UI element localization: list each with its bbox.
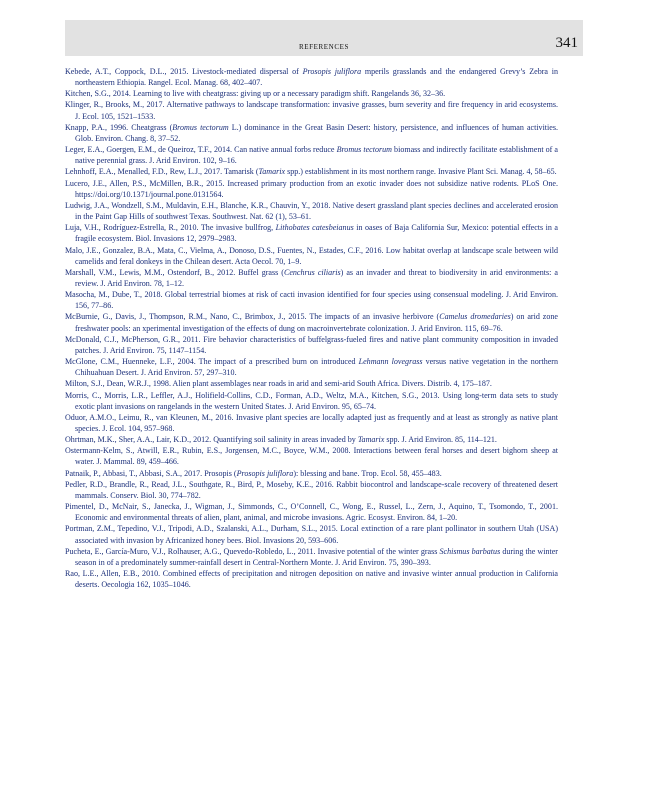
reference-text: Ostermann-Kelm, S., Atwill, E.R., Rubin, E.S., Jorgensen, M.C., Boyce, W.M., 2008. Interactions between feral horses and desert bighorn sheep at water. J. Mammal. 89, 459–466.	[65, 446, 558, 467]
reference-text: in oases of Baja California Sur, Mexico: potential effects in a fragile ecosystem. Biol. Invasions 12, 2979–2983.	[75, 223, 559, 244]
reference-text: Morris, C., Morris, L.R., Leffler, A.J., Holifield-Collins, C.D., Forman, A.D., Weltz, M.A., Kitchen, S.G., 2013. Using long-term data sets to study exotic plant invasions on rangelands in the western United States. J. Arid Environ. 95, 65–74.	[65, 390, 558, 411]
reference-text: during the winter season in of a predominately summer-rainfall desert in Central-Northern Monte. J. Arid Environ. 75, 390–393.	[75, 546, 558, 567]
reference-entry	[65, 523, 558, 545]
reference-text: Malo, J.E., Gonzalez, B.A., Mata, C., Vielma, A., Donoso, D.S., Fuentes, N., Estades, C.F., 2016. Low habitat overlap at landscape scale between wild camelids and feral donkeys in the Chilean desert. Acta Oecol. 70, 1–9.	[65, 245, 558, 266]
reference-entry	[65, 445, 558, 467]
reference-entry	[65, 289, 558, 311]
running-header	[65, 20, 583, 56]
reference-text: spp.) establishment in its most northern range. Invasive Plant Sci. Manag. 4, 58–65.	[285, 167, 557, 177]
reference-italic-text: Prosopis juliflora	[236, 468, 294, 478]
page-number: 341	[555, 35, 578, 51]
reference-text: Klinger, R., Brooks, M., 2017. Alternative pathways to landscape transformation: invasive grasses, burn severity and fire frequency in arid ecosystems. J. Ecol. 105, 1521–1533.	[65, 100, 558, 121]
reference-italic-text: Schismus barbatus	[439, 546, 501, 556]
reference-italic-text: Lithobates catesbeianus	[275, 223, 354, 233]
reference-entry	[65, 412, 558, 434]
reference-entry	[65, 178, 558, 200]
reference-entry	[65, 479, 558, 501]
reference-text: L.) dominance in the Great Basin Desert: history, persistence, and influences of human activities. Glob. Environ. Chang. 8, 37–52.	[75, 122, 558, 143]
reference-entry	[65, 222, 558, 244]
reference-entry	[65, 200, 558, 222]
reference-entry	[65, 334, 558, 356]
reference-entry	[65, 501, 558, 523]
reference-entry	[65, 66, 558, 88]
reference-text: ) as an invader and threat to biodiversity in arid environments: a review. J. Arid Environ. 78, 1–12.	[75, 267, 558, 288]
reference-text: Portman, Z.M., Tepedino, V.J., Tripodi, A.D., Szalanski, A.L., Durham, S.L., 2015. Local extinction of a rare plant pollinator in southern Utah (USA) associated with invasion by Africanized honey bees. Biol. Invasions 20, 593–606.	[65, 524, 558, 545]
reference-text: Lucero, J.E., Allen, P.S., McMillen, B.R., 2015. Increased primary production from an exotic invader does not subsidize native rodents. PLoS One. https://doi.org/10.1371/journal.pone.0131564.	[65, 178, 558, 199]
reference-entry	[65, 311, 558, 333]
reference-entry	[65, 356, 558, 378]
reference-text: McGlone, C.M., Huenneke, L.F., 2004. The impact of a prescribed burn on introduced	[65, 357, 359, 367]
reference-text: Knapp, P.A., 1996. Cheatgrass (	[65, 122, 173, 132]
reference-text: Leger, E.A., Goergen, E.M., de Queiroz, T.F., 2014. Can native annual forbs reduce	[65, 145, 337, 155]
reference-italic-text: Bromus tectorum	[172, 122, 229, 132]
reference-text: Pedler, R.D., Brandle, R., Read, J.L., Southgate, R., Bird, P., Moseby, K.E., 2016. Rabbit biocontrol and landscape-scale recovery of threatened desert mammals. Conserv. Biol. 30, 774–782.	[65, 479, 558, 500]
reference-text: Luja, V.H., Rodríguez-Estrella, R., 2010. The invasive bullfrog,	[65, 223, 276, 233]
reference-italic-text: Camelus dromedaries	[439, 312, 511, 322]
reference-text: Pucheta, E., García-Muro, V.J., Rolhauser, A.G., Quevedo-Robledo, L., 2011. Invasive potential of the winter grass	[65, 546, 440, 556]
reference-entry	[65, 546, 558, 568]
running-head-title: REFERENCES	[299, 43, 349, 51]
reference-italic-text: Lehmann lovegrass	[358, 357, 423, 367]
reference-text: Lehnhoff, E.A., Menalled, F.D., Rew, L.J., 2017. Tamarisk (	[65, 167, 259, 177]
reference-entry	[65, 245, 558, 267]
reference-text: versus native vegetation in the northern Chihuahuan Desert. J. Arid Environ. 57, 297–310.	[75, 357, 558, 378]
reference-entry	[65, 568, 558, 590]
reference-entry	[65, 434, 558, 445]
reference-text: ) on arid zone freshwater pools: an xperimental investigation of the effects of dung on macroinvertebrate colonization. J. Arid Environ. 115, 69–76.	[75, 312, 558, 333]
reference-text: biomass and indirectly facilitate establishment of a native perennial grass. J. Arid Environ. 102, 9–16.	[75, 145, 558, 166]
reference-text: Kebede, A.T., Coppock, D.L., 2015. Livestock-mediated dispersal of	[65, 67, 303, 76]
reference-italic-text: Bromus tectorum	[336, 145, 392, 155]
reference-entry	[65, 88, 558, 99]
reference-text: Marshall, V.M., Lewis, M.M., Ostendorf, B., 2012. Buffel grass (	[65, 267, 284, 277]
reference-italic-text: Tamarix	[258, 167, 286, 177]
reference-entry	[65, 144, 558, 166]
reference-text: mperils grasslands and the endangered Grevy’s Zebra in northeastern Ethiopia. Rangel. Ecol. Manag. 68, 402–407.	[75, 67, 558, 88]
reference-entry	[65, 166, 558, 177]
reference-text: Patnaik, P., Abbasi, T., Abbasi, S.A., 2017. Prosopis (	[65, 468, 237, 478]
reference-text: Pimentel, D., McNair, S., Janecka, J., Wigman, J., Simmonds, C., O’Connell, C., Wong, E., Russel, L., Zern, J., Aquino, T., Tsomondo, T., 2001. Economic and environmental threats of alien, plant, animal, and microbe invasions. Agric. Ecosyst. Environ. 84, 1–20.	[65, 502, 558, 523]
reference-text: Oduor, A.M.O., Leimu, R., van Kleunen, M., 2016. Invasive plant species are locally adapted just as frequently and at least as strongly as native plant species. J. Ecol. 104, 957–968.	[65, 412, 558, 433]
reference-entry	[65, 267, 558, 289]
reference-italic-text: Prosopis juliflora	[302, 67, 362, 76]
reference-entry	[65, 122, 558, 144]
reference-entry	[65, 390, 558, 412]
reference-text: Milton, S.J., Dean, W.R.J., 1998. Alien plant assemblages near roads in arid and semi-arid South Africa. Divers. Distrib. 4, 175–187.	[65, 379, 492, 389]
reference-text: Kitchen, S.G., 2014. Learning to live with cheatgrass: giving up or a necessary paradigm shift. Rangelands 36, 32–36.	[65, 89, 446, 99]
reference-italic-text: Cenchrus ciliaris	[283, 267, 341, 277]
reference-text: spp. J. Arid Environ. 85, 114–121.	[384, 435, 497, 445]
reference-text: Masocha, M., Dube, T., 2018. Global terrestrial biomes at risk of cacti invasion identified for four species using consensual modeling. J. Arid Environ. 156, 77–86.	[65, 290, 558, 311]
reference-text: ): blessing and bane. Trop. Ecol. 58, 455–483.	[293, 468, 442, 478]
reference-text: Rao, L.E., Allen, E.B., 2010. Combined effects of precipitation and nitrogen deposition on native and invasive winter annual production in California deserts. Oecologia 162, 1035–1046.	[65, 569, 558, 590]
reference-text: McBurnie, G., Davis, J., Thompson, R.M., Nano, C., Brimbox, J., 2015. The impacts of an invasive herbivore (	[65, 312, 440, 322]
reference-list	[65, 66, 558, 590]
reference-italic-text: Tamarix	[357, 435, 385, 445]
reference-entry	[65, 468, 558, 479]
reference-text: Ludwig, J.A., Wondzell, S.M., Muldavin, E.H., Blanche, K.R., Chauvin, Y., 2018. Native desert grassland plant species declines and accelerated erosion in the Paint Gap Hills of southwest Texas. Southwest. Nat. 62 (1), 53–61.	[65, 200, 558, 222]
reference-text: Ohrtman, M.K., Sher, A.A., Lair, K.D., 2012. Quantifying soil salinity in areas invaded by	[65, 435, 358, 445]
reference-entry	[65, 378, 558, 389]
reference-entry	[65, 99, 558, 121]
reference-text: McDonald, C.J., McPherson, G.R., 2011. Fire behavior characteristics of buffelgrass-fueled fires and native plant community composition in invaded patches. J. Arid Environ. 75, 1147–1154.	[65, 334, 558, 355]
